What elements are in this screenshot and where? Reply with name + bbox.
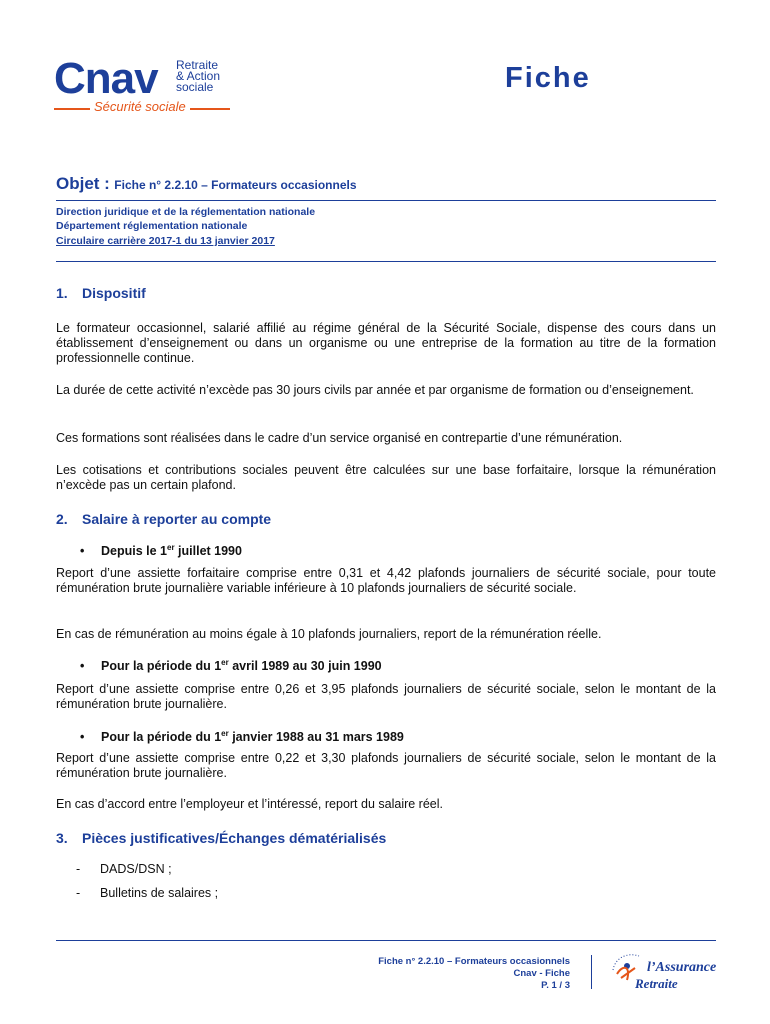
divider <box>56 200 716 201</box>
logo-word: Cnav <box>54 54 158 103</box>
bullet-item: • Depuis le 1er juillet 1990 <box>80 543 242 559</box>
footer-page: P. 1 / 3 <box>541 980 570 991</box>
bullet-item: • Pour la période du 1er avril 1989 au 30 juin 1990 <box>80 658 382 674</box>
cnav-logo <box>54 56 244 118</box>
paragraph: Les cotisations et contributions sociales peuvent être calculées sur une base forfaitaire, lorsque la rémunération n’excède pas un certain plafond. <box>56 463 716 492</box>
logo-line-left <box>54 108 90 110</box>
objet-label: Objet : <box>56 174 110 193</box>
objet-line <box>56 174 357 194</box>
meta-direction: Direction juridique et de la réglementation nationale <box>56 206 316 218</box>
section-2-heading: 2. Salaire à reporter au compte <box>56 511 272 527</box>
document-type: Fiche <box>505 62 591 94</box>
footer-title: Fiche n° 2.2.10 – Formateurs occasionnels <box>378 956 570 967</box>
paragraph: Report d’une assiette comprise entre 0,26 et 3,95 plafonds journaliers de sécurité sociale, selon le montant de la rémunération brute journalière. <box>56 682 716 711</box>
bullet-item: • Pour la période du 1er janvier 1988 au 31 mars 1989 <box>80 729 404 745</box>
circulaire-link[interactable]: Circulaire carrière 2017-1 du 13 janvier 2017 <box>56 235 275 247</box>
footer-doc: Cnav - Fiche <box>513 968 570 979</box>
paragraph: Report d’une assiette forfaitaire comprise entre 0,31 et 4,42 plafonds journaliers de sécurité sociale, pour toute rémunération brute journalière variable inférieure à 10 plafonds journaliers de sécurité sociale. <box>56 566 716 595</box>
section-3-heading: 3. Pièces justificatives/Échanges dématérialisés <box>56 830 387 846</box>
logo-line-right <box>190 108 230 110</box>
bullet-icon: • <box>80 659 85 674</box>
paragraph: En cas de rémunération au moins égale à 10 plafonds journaliers, report de la rémunération réelle. <box>56 627 602 641</box>
footer-separator <box>591 955 592 989</box>
divider <box>56 261 716 262</box>
paragraph: Le formateur occasionnel, salarié affilié au régime général de la Sécurité Sociale, dispense des cours dans un établissement d’enseignement ou dans un organisme ou une entreprise de la formation au titre de la formation professionnelle continue. <box>56 321 716 365</box>
assurance-retraite-logo: l’Assurance Retraite <box>605 946 725 994</box>
footer-divider <box>56 940 716 941</box>
paragraph: La durée de cette activité n’excède pas 30 jours civils par année et par organisme de formation ou d’enseignement. <box>56 383 694 397</box>
paragraph: Report d’une assiette comprise entre 0,22 et 3,30 plafonds journaliers de sécurité sociale, selon le montant de la rémunération brute journalière. <box>56 751 716 780</box>
bullet-icon: • <box>80 544 85 559</box>
objet-text: Fiche n° 2.2.10 – Formateurs occasionnels <box>114 178 357 192</box>
section-1-heading: 1. Dispositif <box>56 285 146 301</box>
logo-subtitle: Sécurité sociale <box>94 99 186 114</box>
bullet-icon: • <box>80 730 85 745</box>
list-item: - DADS/DSN ; <box>76 862 172 876</box>
meta-departement: Département réglementation nationale <box>56 220 248 232</box>
paragraph: Ces formations sont réalisées dans le cadre d’un service organisé en contrepartie d’une rémunération. <box>56 431 623 445</box>
paragraph: En cas d’accord entre l’employeur et l’intéressé, report du salaire réel. <box>56 797 443 811</box>
logo-tagline: Retraite & Action sociale <box>176 58 221 94</box>
list-item: - Bulletins de salaires ; <box>76 886 219 900</box>
